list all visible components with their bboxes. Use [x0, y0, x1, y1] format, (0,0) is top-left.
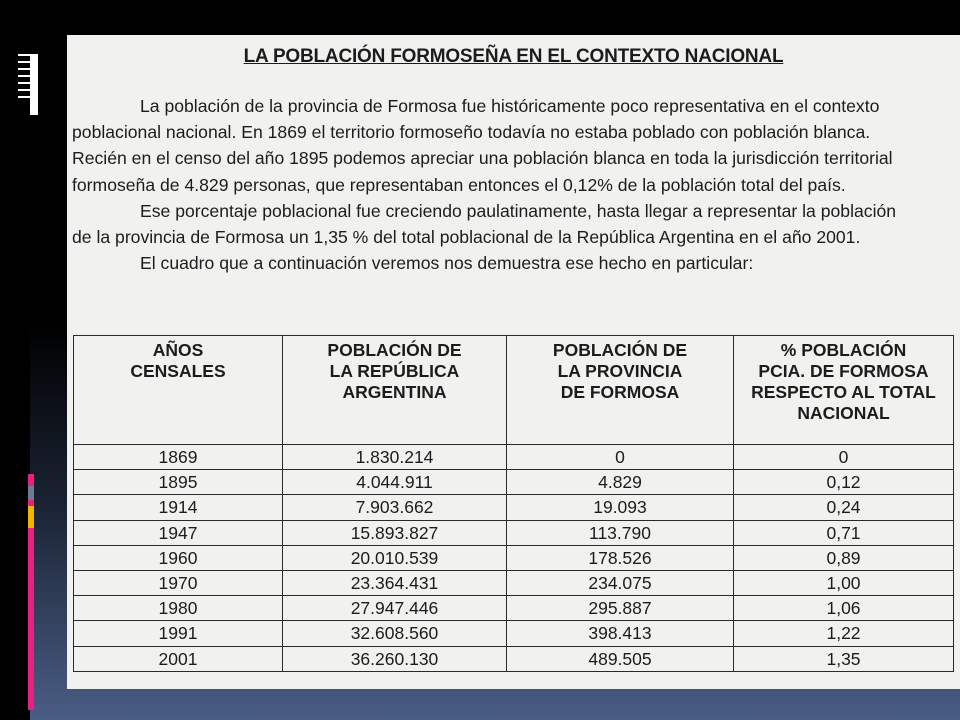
percent-cell: 0,71 [734, 520, 954, 545]
header-line: % POBLACIÓN [780, 340, 907, 360]
year-cell: 1980 [74, 596, 283, 621]
national-cell: 23.364.431 [283, 570, 507, 595]
header-percentage [734, 336, 954, 445]
slide-content [67, 35, 960, 689]
header-line: DE FORMOSA [560, 382, 680, 402]
header-line: POBLACIÓN DE [552, 340, 688, 360]
table-row [74, 545, 954, 570]
year-cell: 1970 [74, 570, 283, 595]
province-cell: 19.093 [507, 495, 734, 520]
national-cell: 7.903.662 [283, 495, 507, 520]
header-line: LA PROVINCIA [557, 361, 683, 381]
percent-cell: 0,89 [734, 545, 954, 570]
header-line: PCIA. DE FORMOSA [758, 361, 929, 381]
left-accent-gray [28, 486, 34, 500]
table-row [74, 570, 954, 595]
province-cell: 0 [507, 445, 734, 470]
table-row [74, 520, 954, 545]
table-row [74, 621, 954, 646]
year-cell: 1960 [74, 545, 283, 570]
table-header-row [74, 336, 954, 445]
province-cell: 234.075 [507, 570, 734, 595]
text-line: de la provincia de Formosa un 1,35 % del total poblacional de la República Argentina en el año 2001. [72, 227, 861, 248]
province-cell: 178.526 [507, 545, 734, 570]
header-line: RESPECTO AL TOTAL [751, 382, 936, 402]
national-cell: 20.010.539 [283, 545, 507, 570]
national-cell: 32.608.560 [283, 621, 507, 646]
year-cell: 1914 [74, 495, 283, 520]
year-cell: 2001 [74, 646, 283, 671]
year-cell: 1895 [74, 470, 283, 495]
province-cell: 489.505 [507, 646, 734, 671]
intro-text [72, 93, 958, 276]
table-row [74, 596, 954, 621]
text-line: Recién en el censo del año 1895 podemos apreciar una población blanca en toda la jurisdicción territorial [72, 148, 893, 169]
percent-cell: 1,00 [734, 570, 954, 595]
national-cell: 15.893.827 [283, 520, 507, 545]
percent-cell: 1,35 [734, 646, 954, 671]
national-cell: 36.260.130 [283, 646, 507, 671]
year-cell: 1947 [74, 520, 283, 545]
table-row [74, 646, 954, 671]
header-national-population [283, 336, 507, 445]
header-line: LA REPÚBLICA [329, 361, 460, 381]
year-cell: 1869 [74, 445, 283, 470]
header-province-population [507, 336, 734, 445]
table-row [74, 495, 954, 520]
year-cell: 1991 [74, 621, 283, 646]
percent-cell: 0,24 [734, 495, 954, 520]
header-years [74, 336, 283, 445]
province-cell: 398.413 [507, 621, 734, 646]
percent-cell: 1,22 [734, 621, 954, 646]
header-line: POBLACIÓN DE [327, 340, 462, 360]
header-line: CENSALES [130, 361, 226, 381]
national-cell: 1.830.214 [283, 445, 507, 470]
province-cell: 295.887 [507, 596, 734, 621]
percent-cell: 1,06 [734, 596, 954, 621]
census-table [73, 335, 954, 672]
text-line: poblacional nacional. En 1869 el territorio formoseño todavía no estaba poblado con población blanca. [72, 122, 871, 143]
national-cell: 27.947.446 [283, 596, 507, 621]
text-line: Ese porcentaje poblacional fue creciendo paulatinamente, hasta llegar a representar la población [140, 200, 897, 221]
national-cell: 4.044.911 [283, 470, 507, 495]
header-line: NACIONAL [797, 403, 890, 423]
text-line: La población de la provincia de Formosa fue históricamente poco representativa en el contexto [140, 96, 880, 116]
table-row [74, 470, 954, 495]
percent-cell: 0 [734, 445, 954, 470]
percent-cell: 0,12 [734, 470, 954, 495]
deco-lines [18, 54, 38, 114]
left-accent-yellow [28, 506, 34, 528]
text-line: formoseña de 4.829 personas, que representaban entonces el 0,12% de la población total del país. [72, 174, 846, 195]
page-title: LA POBLACIÓN FORMOSEÑA EN EL CONTEXTO NACIONAL [243, 46, 784, 67]
province-cell: 113.790 [507, 520, 734, 545]
header-line: AÑOS [152, 340, 204, 360]
header-line: ARGENTINA [342, 382, 447, 402]
text-line: El cuadro que a continuación veremos nos demuestra ese hecho en particular: [140, 253, 754, 274]
province-cell: 4.829 [507, 470, 734, 495]
table-row [74, 445, 954, 470]
